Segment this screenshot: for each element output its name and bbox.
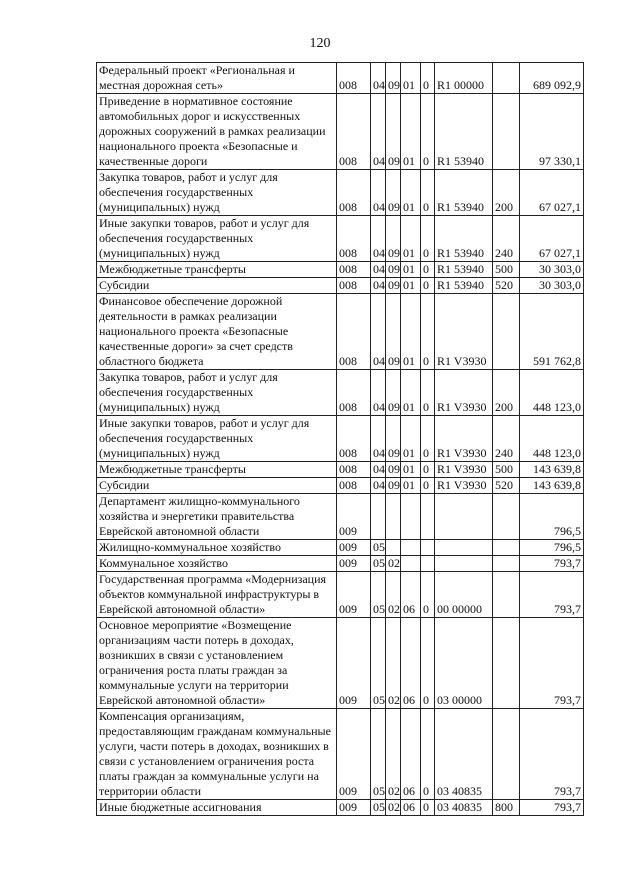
- expense-type-code: [493, 294, 520, 370]
- expense-type-code: 520: [493, 278, 520, 294]
- section-code: 04: [371, 478, 386, 494]
- row-description: Приведение в нормативное состояние автомобильных дорог и искусственных дорожных сооружений в рамках реализации национального проекта «Безопасные и качественные дороги: [97, 94, 337, 170]
- subsection-code: 09: [386, 170, 401, 216]
- program-code: 01: [401, 63, 421, 94]
- expense-type-code: 800: [493, 800, 520, 816]
- subprogram-code: 0: [421, 216, 435, 262]
- section-code: 04: [371, 216, 386, 262]
- program-code: 01: [401, 462, 421, 478]
- expense-type-code: [493, 618, 520, 709]
- row-description: Коммунальное хозяйство: [97, 556, 337, 572]
- ministry-code: 008: [337, 478, 371, 494]
- section-code: 04: [371, 170, 386, 216]
- amount: 793,7: [520, 556, 584, 572]
- budget-table-body: [97, 63, 584, 816]
- subsection-code: 09: [386, 63, 401, 94]
- expense-type-code: [493, 572, 520, 618]
- target-item-code: R1 00000: [435, 63, 493, 94]
- subsection-code: 02: [386, 572, 401, 618]
- ministry-code: 009: [337, 572, 371, 618]
- section-code: 04: [371, 462, 386, 478]
- section-code: 05: [371, 540, 386, 556]
- ministry-code: 009: [337, 556, 371, 572]
- amount: 448 123,0: [520, 370, 584, 416]
- ministry-code: 008: [337, 294, 371, 370]
- program-code: 01: [401, 294, 421, 370]
- section-code: 04: [371, 416, 386, 462]
- subsection-code: [386, 494, 401, 540]
- expense-type-code: 520: [493, 478, 520, 494]
- subsection-code: 09: [386, 416, 401, 462]
- ministry-code: 008: [337, 416, 371, 462]
- subprogram-code: 0: [421, 278, 435, 294]
- target-item-code: R1 V3930: [435, 478, 493, 494]
- expense-type-code: [493, 709, 520, 800]
- ministry-code: 009: [337, 709, 371, 800]
- section-code: 04: [371, 262, 386, 278]
- row-description: Субсидии: [97, 478, 337, 494]
- subsection-code: [386, 540, 401, 556]
- subprogram-code: 0: [421, 800, 435, 816]
- subprogram-code: 0: [421, 170, 435, 216]
- subprogram-code: 0: [421, 294, 435, 370]
- expense-type-code: 240: [493, 416, 520, 462]
- section-code: [371, 494, 386, 540]
- expense-type-code: [493, 556, 520, 572]
- table-row: [97, 278, 584, 294]
- table-row: [97, 572, 584, 618]
- subsection-code: 02: [386, 800, 401, 816]
- table-row: [97, 540, 584, 556]
- amount: 689 092,9: [520, 63, 584, 94]
- target-item-code: 00 00000: [435, 572, 493, 618]
- table-row: [97, 94, 584, 170]
- amount: 67 027,1: [520, 170, 584, 216]
- program-code: 01: [401, 94, 421, 170]
- ministry-code: 008: [337, 370, 371, 416]
- table-row: [97, 370, 584, 416]
- amount: 67 027,1: [520, 216, 584, 262]
- subsection-code: 09: [386, 478, 401, 494]
- subprogram-code: 0: [421, 262, 435, 278]
- row-description: Иные бюджетные ассигнования: [97, 800, 337, 816]
- amount: 796,5: [520, 494, 584, 540]
- ministry-code: 008: [337, 94, 371, 170]
- table-row: [97, 494, 584, 540]
- section-code: 05: [371, 572, 386, 618]
- program-code: 01: [401, 170, 421, 216]
- budget-table: [96, 62, 584, 816]
- ministry-code: 009: [337, 618, 371, 709]
- expense-type-code: 240: [493, 216, 520, 262]
- program-code: 06: [401, 800, 421, 816]
- subsection-code: 09: [386, 278, 401, 294]
- program-code: 01: [401, 216, 421, 262]
- amount: 793,7: [520, 709, 584, 800]
- row-description: Финансовое обеспечение дорожной деятельности в рамках реализации национального проекта «Безопасные качественные дороги» за счет средств областного бюджета: [97, 294, 337, 370]
- table-row: [97, 800, 584, 816]
- table-row: [97, 709, 584, 800]
- program-code: 01: [401, 478, 421, 494]
- table-row: [97, 416, 584, 462]
- ministry-code: 008: [337, 170, 371, 216]
- row-description: Иные закупки товаров, работ и услуг для обеспечения государственных (муниципальных) нужд: [97, 216, 337, 262]
- program-code: 06: [401, 709, 421, 800]
- subprogram-code: [421, 494, 435, 540]
- row-description: Закупка товаров, работ и услуг для обеспечения государственных (муниципальных) нужд: [97, 170, 337, 216]
- amount: 796,5: [520, 540, 584, 556]
- ministry-code: 009: [337, 494, 371, 540]
- table-row: [97, 478, 584, 494]
- expense-type-code: 200: [493, 170, 520, 216]
- table-row: [97, 462, 584, 478]
- expense-type-code: [493, 494, 520, 540]
- row-description: Основное мероприятие «Возмещение организациям части потерь в доходах, возникших в связи с установлением ограничения роста платы граждан за коммунальные услуги на территории Еврейской автономной области»: [97, 618, 337, 709]
- table-row: [97, 63, 584, 94]
- row-description: Субсидии: [97, 278, 337, 294]
- target-item-code: [435, 540, 493, 556]
- program-code: [401, 540, 421, 556]
- row-description: Федеральный проект «Региональная и местная дорожная сеть»: [97, 63, 337, 94]
- ministry-code: 009: [337, 800, 371, 816]
- expense-type-code: [493, 540, 520, 556]
- subprogram-code: 0: [421, 618, 435, 709]
- target-item-code: R1 53940: [435, 278, 493, 294]
- subsection-code: 09: [386, 216, 401, 262]
- subsection-code: 02: [386, 709, 401, 800]
- expense-type-code: [493, 94, 520, 170]
- section-code: 04: [371, 63, 386, 94]
- target-item-code: [435, 494, 493, 540]
- ministry-code: 009: [337, 540, 371, 556]
- row-description: Межбюджетные трансферты: [97, 262, 337, 278]
- section-code: 04: [371, 278, 386, 294]
- subprogram-code: [421, 556, 435, 572]
- section-code: 05: [371, 618, 386, 709]
- subprogram-code: 0: [421, 478, 435, 494]
- row-description: Государственная программа «Модернизация объектов коммунальной инфраструктуры в Еврейской автономной области»: [97, 572, 337, 618]
- target-item-code: R1 V3930: [435, 294, 493, 370]
- program-code: 01: [401, 416, 421, 462]
- target-item-code: R1 53940: [435, 216, 493, 262]
- section-code: 04: [371, 294, 386, 370]
- target-item-code: [435, 556, 493, 572]
- program-code: 06: [401, 618, 421, 709]
- row-description: Компенсация организациям, предоставляющим гражданам коммунальные услуги, части потерь в доходах, возникших в связи с установлением ограничения роста платы граждан за коммунальные услуги на территории области: [97, 709, 337, 800]
- table-row: [97, 216, 584, 262]
- amount: 793,7: [520, 572, 584, 618]
- amount: 30 303,0: [520, 262, 584, 278]
- subprogram-code: [421, 540, 435, 556]
- subprogram-code: 0: [421, 416, 435, 462]
- amount: 793,7: [520, 618, 584, 709]
- subsection-code: 09: [386, 370, 401, 416]
- subsection-code: 09: [386, 462, 401, 478]
- program-code: 01: [401, 370, 421, 416]
- ministry-code: 008: [337, 462, 371, 478]
- program-code: 01: [401, 262, 421, 278]
- expense-type-code: 500: [493, 262, 520, 278]
- expense-type-code: 500: [493, 462, 520, 478]
- subsection-code: 02: [386, 556, 401, 572]
- expense-type-code: [493, 63, 520, 94]
- program-code: [401, 556, 421, 572]
- subprogram-code: 0: [421, 63, 435, 94]
- target-item-code: 03 40835: [435, 800, 493, 816]
- amount: 793,7: [520, 800, 584, 816]
- table-row: [97, 294, 584, 370]
- target-item-code: R1 53940: [435, 262, 493, 278]
- subprogram-code: 0: [421, 462, 435, 478]
- subsection-code: 09: [386, 294, 401, 370]
- expense-type-code: 200: [493, 370, 520, 416]
- target-item-code: R1 V3930: [435, 462, 493, 478]
- section-code: 04: [371, 94, 386, 170]
- target-item-code: 03 40835: [435, 709, 493, 800]
- ministry-code: 008: [337, 262, 371, 278]
- section-code: 05: [371, 556, 386, 572]
- subprogram-code: 0: [421, 709, 435, 800]
- subsection-code: 02: [386, 618, 401, 709]
- section-code: 05: [371, 800, 386, 816]
- program-code: 01: [401, 278, 421, 294]
- page-number: 120: [309, 36, 331, 51]
- target-item-code: R1 53940: [435, 94, 493, 170]
- target-item-code: R1 V3930: [435, 416, 493, 462]
- table-row: [97, 618, 584, 709]
- subprogram-code: 0: [421, 94, 435, 170]
- ministry-code: 008: [337, 216, 371, 262]
- ministry-code: 008: [337, 278, 371, 294]
- row-description: Закупка товаров, работ и услуг для обеспечения государственных (муниципальных) нужд: [97, 370, 337, 416]
- target-item-code: R1 53940: [435, 170, 493, 216]
- program-code: [401, 494, 421, 540]
- amount: 448 123,0: [520, 416, 584, 462]
- section-code: 05: [371, 709, 386, 800]
- subprogram-code: 0: [421, 572, 435, 618]
- row-description: Департамент жилищно-коммунального хозяйства и энергетики правительства Еврейской автономной области: [97, 494, 337, 540]
- subsection-code: 09: [386, 262, 401, 278]
- target-item-code: 03 00000: [435, 618, 493, 709]
- section-code: 04: [371, 370, 386, 416]
- table-row: [97, 556, 584, 572]
- ministry-code: 008: [337, 63, 371, 94]
- subsection-code: 09: [386, 94, 401, 170]
- program-code: 06: [401, 572, 421, 618]
- row-description: Жилищно-коммунальное хозяйство: [97, 540, 337, 556]
- subprogram-code: 0: [421, 370, 435, 416]
- amount: 143 639,8: [520, 462, 584, 478]
- row-description: Межбюджетные трансферты: [97, 462, 337, 478]
- table-row: [97, 170, 584, 216]
- amount: 30 303,0: [520, 278, 584, 294]
- row-description: Иные закупки товаров, работ и услуг для обеспечения государственных (муниципальных) нужд: [97, 416, 337, 462]
- table-row: [97, 262, 584, 278]
- amount: 143 639,8: [520, 478, 584, 494]
- amount: 591 762,8: [520, 294, 584, 370]
- target-item-code: R1 V3930: [435, 370, 493, 416]
- amount: 97 330,1: [520, 94, 584, 170]
